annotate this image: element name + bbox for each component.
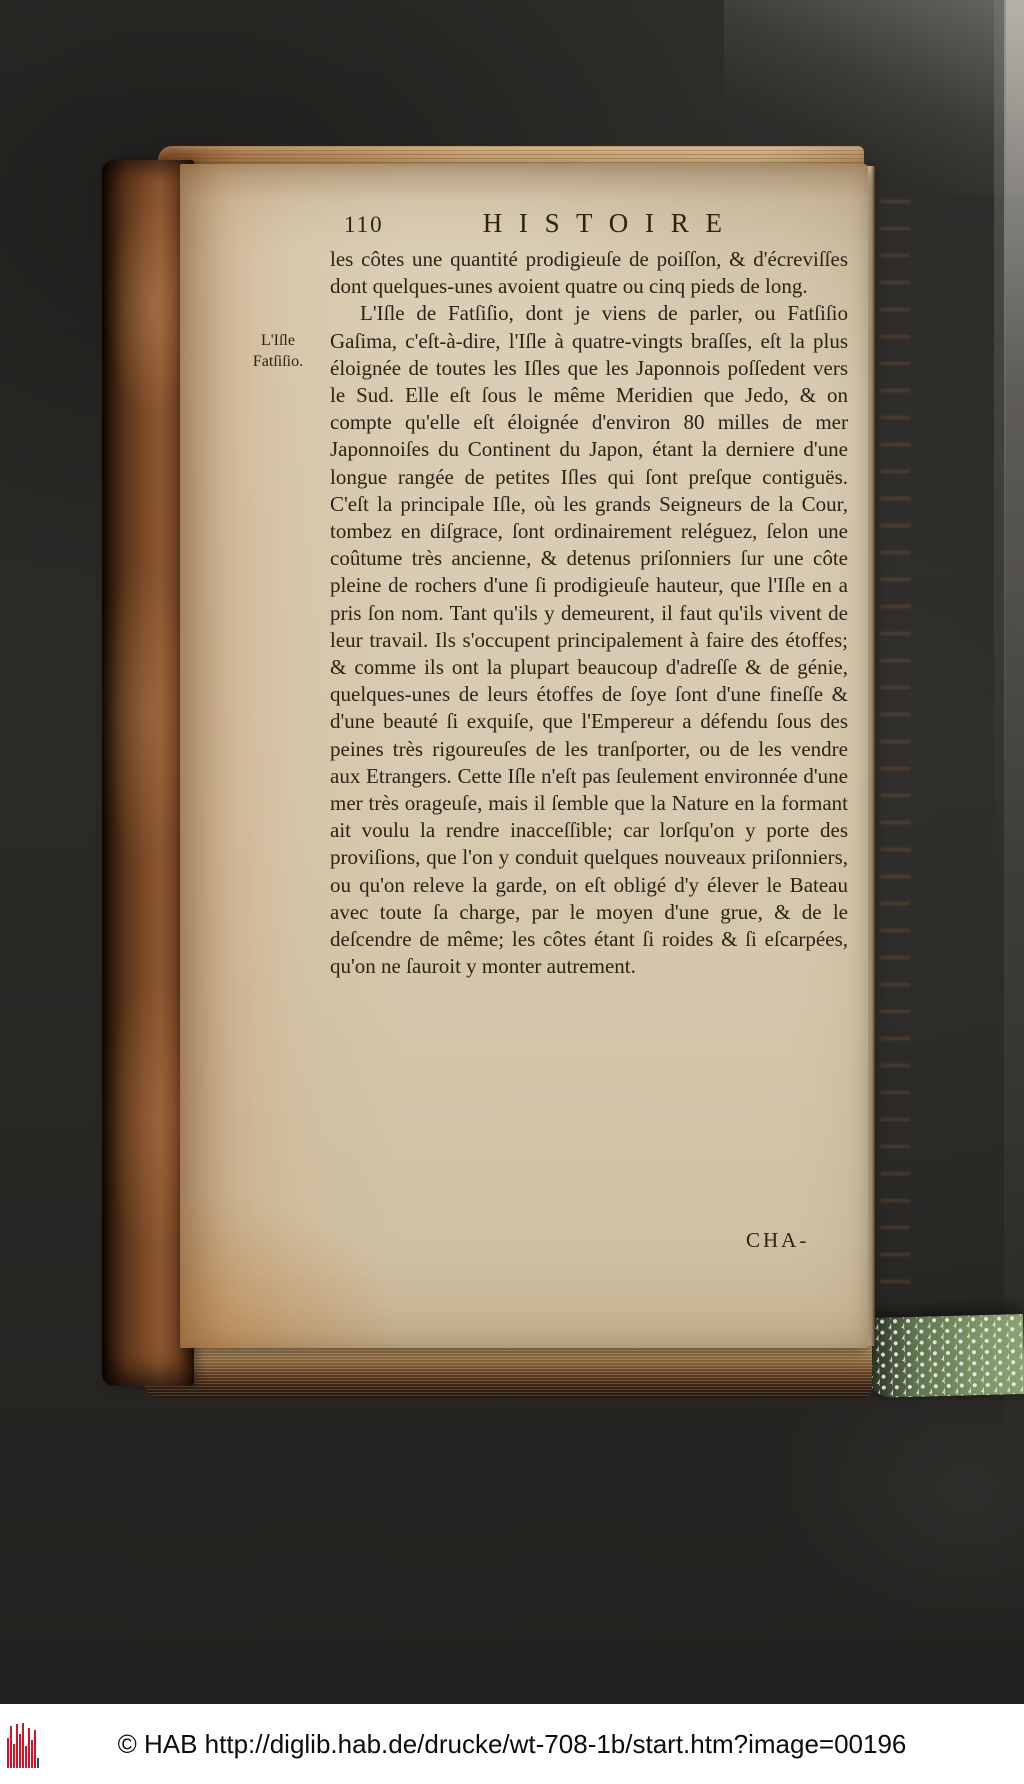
book: [100, 146, 872, 1398]
catchword: CHA-: [746, 1228, 810, 1252]
margin-note: [232, 330, 324, 372]
page-header: [330, 208, 848, 239]
page-text-block: [330, 246, 848, 980]
page-edge-showthrough: [880, 200, 910, 1300]
source-caption: © HAB http://diglib.hab.de/drucke/wt-708-1b/start.htm?image=00196: [117, 1729, 907, 1759]
paragraph: les côtes une quantité prodigieuſe de poiſſon, & d'écreviſſes dont quelques-unes avoient quatre ou cinq pieds de long.: [330, 247, 848, 299]
cradle-edge-strip-inner: [994, 0, 1006, 950]
margin-note-line: L'Iſle: [261, 332, 295, 349]
book-bottom-page-edges: [144, 1344, 872, 1398]
endband-fabric: [865, 1314, 1024, 1398]
cloth-sheen: [744, 1400, 1024, 1704]
margin-note-line: Fatſiſio.: [252, 353, 304, 370]
book-page: [180, 164, 868, 1348]
running-title: H I S T O I R E: [482, 208, 727, 238]
paragraph: L'Iſle de Fatſiſio, dont je viens de parler, ou Fatſiſio Gaſima, c'eſt-à-dire, l'Iſle à quatre-vingts braſſes, eſt la plus éloignée de toutes les Iſles que les Japonnois poſſedent vers le Sud. Elle eſt ſous le même Meridien que Jedo, & on compte qu'elle eſt éloignée d'environ 80 milles de mer Japonnoiſes du Continent du Japon, étant la derniere d'une longue rangée de petites Iſles qui ſont preſque contiguës. C'eſt la principale Iſle, où les grands Seigneurs de la Cour, tombez en diſgrace, ſont ordinairement reléguez, ſelon une coûtume très ancienne, & detenus priſonniers ſur une côte pleine de rochers d'une ſi prodigieuſe hauteur, que l'Iſle en a pris ſon nom. Tant qu'ils y demeurent, il faut qu'ils vivent de leur travail. Ils s'occupent principalement à faire des étoffes; & comme ils ont la plupart beaucoup d'adreſſe & de génie, quelques-unes de leurs étoffes de ſoye ſont d'une fineſſe & d'une beauté ſi exquiſe, que l'Empereur a défendu ſous des peines très rigoureuſes de les tranſporter, ou de les vendre aux Etrangers. Cette Iſle n'eſt pas ſeulement environnée d'une mer très orageuſe, mais il ſemble que la Nature en la formant ait voulu la rendre inacceſſible; car lorſqu'on y porte des proviſions, que l'on y conduit quelques nouveaux priſonniers, ou qu'on releve la garde, on eſt obligé d'y élever le Bateau avec toute ſa charge, par le moyen d'une grue, & de le deſcendre de même; les côtes étant ſi roides & ſi eſcarpées, qu'on ne ſauroit y monter autrement.: [330, 301, 848, 979]
page-number: 110: [344, 212, 384, 237]
footer-bar: [0, 1704, 1024, 1784]
